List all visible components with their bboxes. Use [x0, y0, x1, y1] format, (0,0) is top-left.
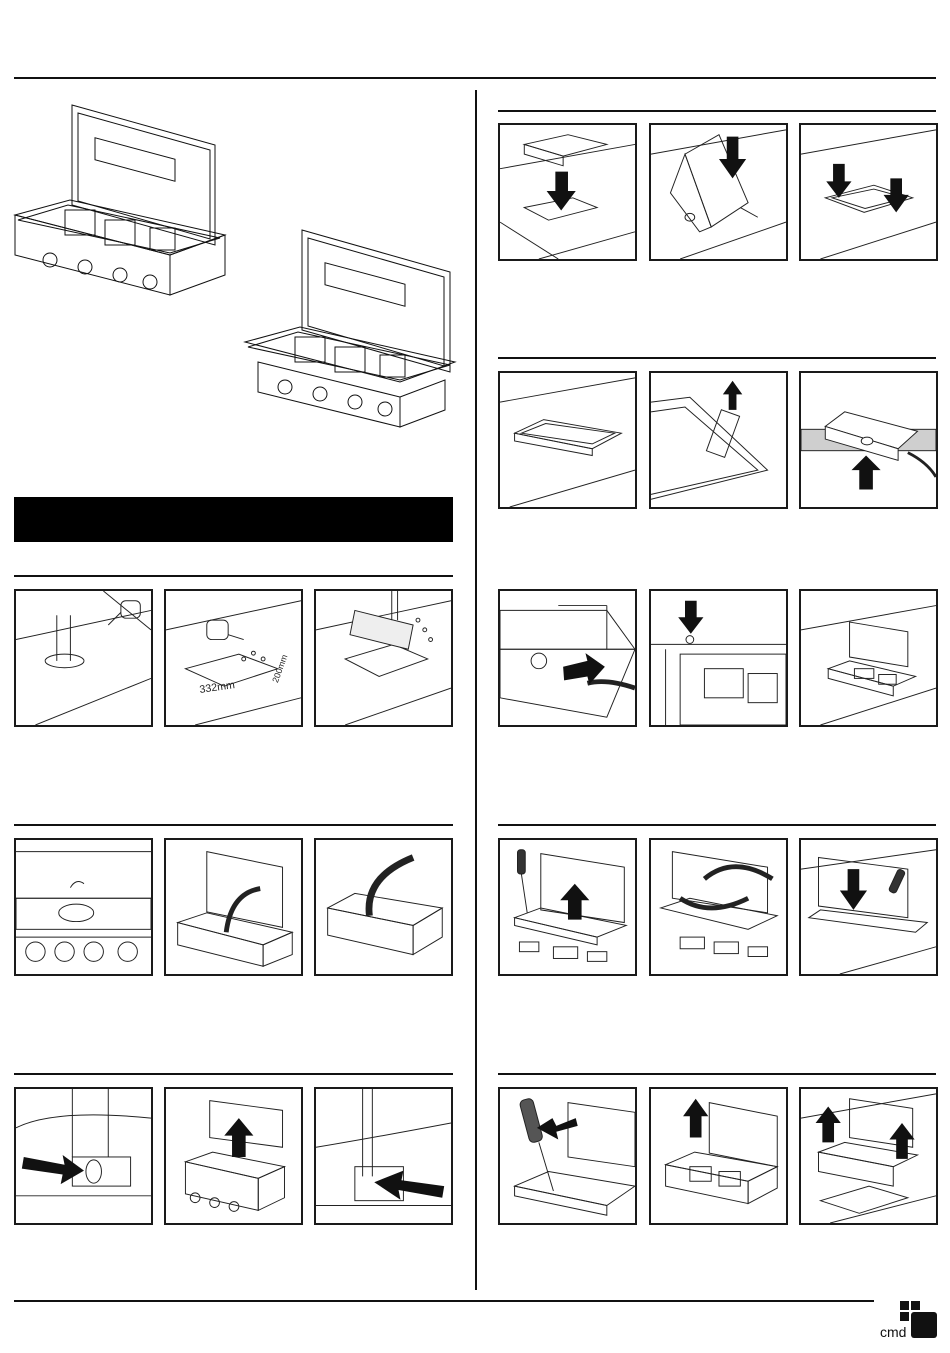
- arrow-right-icon: [22, 1155, 84, 1184]
- arrow-down-icon: [678, 601, 703, 634]
- bottom-rule: [14, 1300, 874, 1302]
- section-rule-7: [498, 1073, 936, 1075]
- step-panel-screw-down: [649, 589, 788, 727]
- step-panel-lower-lid: [799, 838, 938, 976]
- step-panel-sweep: [314, 589, 453, 727]
- step-panel-press-box: [799, 123, 938, 261]
- step-panel-box-installed: [799, 589, 938, 727]
- step-panel-lift-assembly: [649, 1087, 788, 1225]
- arrow-left-icon: [537, 1118, 578, 1139]
- arrow-up-icon: [723, 381, 742, 410]
- logo-square-3: [900, 1312, 909, 1321]
- arrow-up-icon: [683, 1099, 708, 1138]
- section-rule-1: [14, 575, 453, 577]
- arrow-up-icon: [560, 884, 589, 920]
- dim-width-label: 332mm: [198, 679, 236, 696]
- arrow-up-icon: [852, 456, 881, 490]
- arrow-up-icon: [224, 1118, 253, 1157]
- floor-box-illustration-small: [240, 222, 465, 432]
- step-panel-feed-conduit: [498, 589, 637, 727]
- logo-square-2: [911, 1301, 920, 1310]
- step-panel-screwdriver-lift: [498, 838, 637, 976]
- top-rule: [14, 77, 936, 79]
- step-panel-screwdriver-release: [498, 1087, 637, 1225]
- section-rule-6: [498, 824, 936, 826]
- arrow-down-icon: [884, 178, 909, 212]
- column-divider: [475, 90, 477, 1290]
- step-panel-frame: [498, 371, 637, 509]
- arrow-down-icon: [547, 172, 576, 211]
- arrow-down-icon: [840, 869, 867, 910]
- section-rule-4: [498, 110, 936, 112]
- dim-height-label: 200mm: [270, 653, 290, 684]
- step-panel-open-lid: [164, 838, 303, 976]
- step-panel-close-lid: [314, 838, 453, 976]
- step-panel-remove-floor: [799, 1087, 938, 1225]
- step-panel-lift-clip: [649, 371, 788, 509]
- logo-square-1: [900, 1301, 909, 1310]
- step-panel-knockout: [14, 838, 153, 976]
- floor-box-illustration-large: [10, 95, 235, 305]
- step-panel-rotate-lid: [649, 838, 788, 976]
- step-panel-tape-measure: [14, 589, 153, 727]
- logo-square-big: [911, 1312, 937, 1338]
- section-banner: [14, 497, 453, 542]
- section-rule-2: [14, 824, 453, 826]
- step-panel-lower-box: [498, 123, 637, 261]
- step-panel-push-gland: [314, 1087, 453, 1225]
- step-panel-angle-box: [649, 123, 788, 261]
- step-panel-push-below: [799, 371, 938, 509]
- arrow-down-icon: [826, 164, 851, 198]
- section-rule-3: [14, 1073, 453, 1075]
- brand-name: cmd: [880, 1324, 907, 1340]
- arrow-down-icon: [719, 137, 746, 179]
- step-panel-insert-gland: [14, 1087, 153, 1225]
- section-rule-5: [498, 357, 936, 359]
- step-panel-lift-lid: [164, 1087, 303, 1225]
- step-panel-mark-cutout: [164, 589, 303, 727]
- arrow-left-icon: [374, 1171, 444, 1200]
